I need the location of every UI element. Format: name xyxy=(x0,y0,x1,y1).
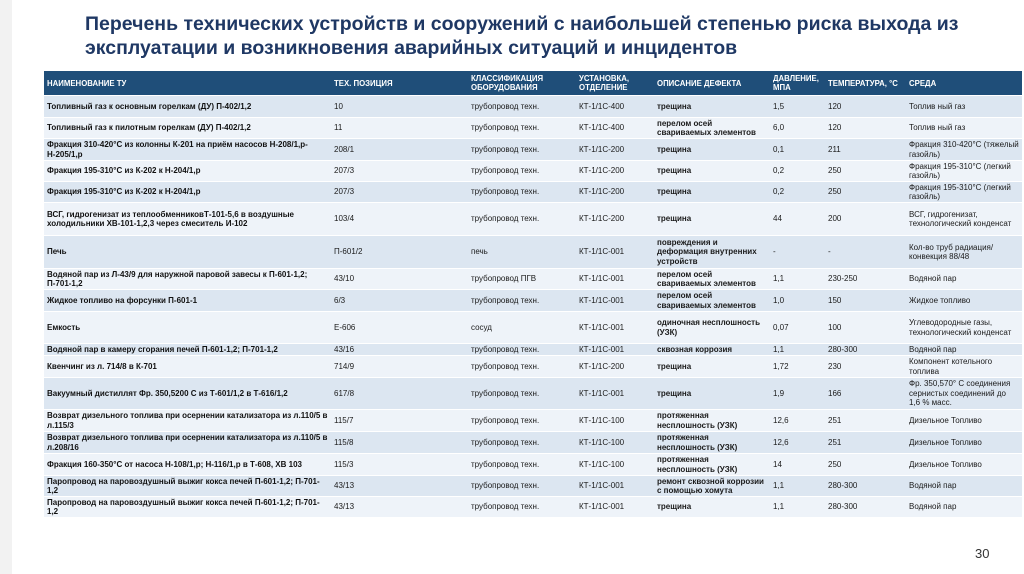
cell-name: Паропровод на паровоздушный выжиг кокса печей П-601-1,2; П-701-1,2 xyxy=(44,476,331,497)
table-row xyxy=(44,432,1022,454)
header-defect: ОПИСАНИЕ ДЕФЕКТА xyxy=(654,71,770,96)
cell-temperature: 230-250 xyxy=(825,269,906,290)
cell-name: Фракция 160-350°С от насоса Н-108/1,р; Н-116/1,р в Т-608, ХВ 103 xyxy=(44,454,331,476)
table-row xyxy=(44,182,1022,203)
cell-unit: КТ-1/1С-400 xyxy=(576,96,654,118)
cell-name: Емкость xyxy=(44,312,331,344)
cell-defect: протяженная несплошность (УЗК) xyxy=(654,454,770,476)
cell-name: Фракция 310-420°С из колонны К-201 на приём насосов Н-208/1,р-Н-205/1,р xyxy=(44,139,331,161)
cell-unit: КТ-1/1С-001 xyxy=(576,497,654,518)
cell-pressure: 1,0 xyxy=(770,290,825,312)
cell-pressure: 6,0 xyxy=(770,118,825,139)
cell-pressure: 1,1 xyxy=(770,344,825,356)
cell-medium: Углеводородные газы, технологический конденсат xyxy=(906,312,1022,344)
cell-temperature: 100 xyxy=(825,312,906,344)
cell-medium: Водяной пар xyxy=(906,497,1022,518)
cell-pressure: 0,07 xyxy=(770,312,825,344)
cell-name: Фракция 195-310°С из К-202 к Н-204/1,р xyxy=(44,182,331,203)
cell-position: 115/8 xyxy=(331,432,468,454)
cell-temperature: - xyxy=(825,236,906,269)
cell-pressure: 1,72 xyxy=(770,356,825,378)
cell-temperature: 211 xyxy=(825,139,906,161)
cell-temperature: 120 xyxy=(825,118,906,139)
cell-classification: трубопровод техн. xyxy=(468,118,576,139)
table-row xyxy=(44,476,1022,497)
cell-pressure: 1,5 xyxy=(770,96,825,118)
cell-classification: трубопровод техн. xyxy=(468,182,576,203)
cell-unit: КТ-1/1С-001 xyxy=(576,344,654,356)
cell-position: 6/3 xyxy=(331,290,468,312)
cell-defect: трещина xyxy=(654,182,770,203)
cell-position: 115/3 xyxy=(331,454,468,476)
cell-unit: КТ-1/1С-001 xyxy=(576,236,654,269)
cell-pressure: 1,1 xyxy=(770,497,825,518)
cell-unit: КТ-1/1С-100 xyxy=(576,454,654,476)
cell-defect: перелом осей свариваемых элементов xyxy=(654,290,770,312)
cell-unit: КТ-1/1С-001 xyxy=(576,312,654,344)
cell-classification: трубопровод техн. xyxy=(468,476,576,497)
cell-medium: Фракция 195-310°С (легкий газойль) xyxy=(906,161,1022,182)
cell-classification: трубопровод техн. xyxy=(468,356,576,378)
cell-temperature: 200 xyxy=(825,203,906,236)
cell-position: 207/3 xyxy=(331,182,468,203)
cell-name: Печь xyxy=(44,236,331,269)
cell-unit: КТ-1/1С-100 xyxy=(576,410,654,432)
cell-medium: Топлив ный газ xyxy=(906,96,1022,118)
cell-position: 43/13 xyxy=(331,476,468,497)
cell-medium: Фракция 195-310°С (легкий газойль) xyxy=(906,182,1022,203)
cell-unit: КТ-1/1С-200 xyxy=(576,161,654,182)
cell-name: Жидкое топливо на форсунки П-601-1 xyxy=(44,290,331,312)
cell-defect: перелом осей свариваемых элементов xyxy=(654,118,770,139)
cell-name: Квенчинг из л. 714/8 в К-701 xyxy=(44,356,331,378)
cell-defect: сквозная коррозия xyxy=(654,344,770,356)
header-classification: КЛАССИФИКАЦИЯ ОБОРУДОВАНИЯ xyxy=(468,71,576,96)
cell-unit: КТ-1/1С-400 xyxy=(576,118,654,139)
cell-name: Паропровод на паровоздушный выжиг кокса печей П-601-1,2; П-701-1,2 xyxy=(44,497,331,518)
table-row xyxy=(44,290,1022,312)
cell-temperature: 251 xyxy=(825,432,906,454)
table-row xyxy=(44,118,1022,139)
cell-temperature: 150 xyxy=(825,290,906,312)
table-body xyxy=(44,96,1022,518)
table-row xyxy=(44,344,1022,356)
table-row xyxy=(44,410,1022,432)
cell-position: П-601/2 xyxy=(331,236,468,269)
equipment-table xyxy=(44,71,1022,518)
cell-name: Топливный газ к основным горелкам (ДУ) П-402/1,2 xyxy=(44,96,331,118)
slide-title: Перечень технических устройств и сооружений с наибольшей степенью риска выхода из эксплуатации и возникновения аварийных ситуаций и инцидентов xyxy=(85,13,959,59)
cell-classification: трубопровод техн. xyxy=(468,139,576,161)
cell-position: Е-606 xyxy=(331,312,468,344)
cell-medium: Компонент котельного топлива xyxy=(906,356,1022,378)
cell-pressure: 0,1 xyxy=(770,139,825,161)
cell-unit: КТ-1/1С-001 xyxy=(576,269,654,290)
table-row xyxy=(44,312,1022,344)
table-row xyxy=(44,236,1022,269)
cell-classification: трубопровод техн. xyxy=(468,290,576,312)
table-row xyxy=(44,161,1022,182)
table-row xyxy=(44,378,1022,410)
cell-medium: Дизельное Топливо xyxy=(906,410,1022,432)
cell-defect: трещина xyxy=(654,497,770,518)
cell-classification: трубопровод техн. xyxy=(468,378,576,410)
cell-unit: КТ-1/1С-001 xyxy=(576,476,654,497)
cell-position: 43/16 xyxy=(331,344,468,356)
cell-defect: одиночная несплошность (УЗК) xyxy=(654,312,770,344)
cell-temperature: 280-300 xyxy=(825,344,906,356)
cell-position: 714/9 xyxy=(331,356,468,378)
cell-position: 43/13 xyxy=(331,497,468,518)
cell-medium: Дизельное Топливо xyxy=(906,454,1022,476)
header-pressure: ДАВЛЕНИЕ, МПА xyxy=(770,71,825,96)
cell-temperature: 250 xyxy=(825,182,906,203)
cell-name: Возврат дизельного топлива при осернении катализатора из л.110/5 в л.115/3 xyxy=(44,410,331,432)
cell-temperature: 250 xyxy=(825,161,906,182)
cell-defect: ремонт сквозной коррозии с помощью хомута xyxy=(654,476,770,497)
cell-temperature: 120 xyxy=(825,96,906,118)
cell-position: 11 xyxy=(331,118,468,139)
cell-pressure: 0,2 xyxy=(770,161,825,182)
header-position: ТЕХ. ПОЗИЦИЯ xyxy=(331,71,468,96)
cell-medium: Фр. 350,570° С соединения сернистых соединений до 1,6 % масс. xyxy=(906,378,1022,410)
cell-defect: трещина xyxy=(654,378,770,410)
cell-classification: трубопровод техн. xyxy=(468,497,576,518)
cell-unit: КТ-1/1С-001 xyxy=(576,290,654,312)
cell-medium: ВСГ, гидрогенизат, технологический конденсат xyxy=(906,203,1022,236)
cell-position: 103/4 xyxy=(331,203,468,236)
cell-temperature: 280-300 xyxy=(825,476,906,497)
cell-position: 208/1 xyxy=(331,139,468,161)
cell-defect: протяженная несплошность (УЗК) xyxy=(654,432,770,454)
cell-classification: печь xyxy=(468,236,576,269)
cell-defect: протяженная несплошность (УЗК) xyxy=(654,410,770,432)
cell-medium: Водяной пар xyxy=(906,269,1022,290)
table-header-row xyxy=(44,71,1022,96)
cell-pressure: 12,6 xyxy=(770,432,825,454)
cell-classification: трубопровод техн. xyxy=(468,203,576,236)
cell-defect: трещина xyxy=(654,356,770,378)
page-number: 30 xyxy=(975,546,990,561)
header-temperature: ТЕМПЕРАТУРА, °С xyxy=(825,71,906,96)
table-row xyxy=(44,139,1022,161)
table-row xyxy=(44,96,1022,118)
cell-name: Водяной пар в камеру сгорания печей П-601-1,2; П-701-1,2 xyxy=(44,344,331,356)
cell-temperature: 230 xyxy=(825,356,906,378)
cell-defect: трещина xyxy=(654,139,770,161)
cell-classification: сосуд xyxy=(468,312,576,344)
cell-classification: трубопровод техн. xyxy=(468,344,576,356)
cell-defect: перелом осей свариваемых элементов xyxy=(654,269,770,290)
cell-temperature: 166 xyxy=(825,378,906,410)
cell-medium: Кол-во труб радиация/конвекция 88/48 xyxy=(906,236,1022,269)
header-unit: УСТАНОВКА, ОТДЕЛЕНИЕ xyxy=(576,71,654,96)
cell-medium: Жидкое топливо xyxy=(906,290,1022,312)
cell-unit: КТ-1/1С-001 xyxy=(576,378,654,410)
table-row xyxy=(44,454,1022,476)
cell-name: Возврат дизельного топлива при осернении катализатора из л.110/5 в л.208/16 xyxy=(44,432,331,454)
cell-temperature: 251 xyxy=(825,410,906,432)
cell-name: Водяной пар из Л-43/9 для наружной паровой завесы к П-601-1,2; П-701-1,2 xyxy=(44,269,331,290)
cell-pressure: 1,1 xyxy=(770,476,825,497)
cell-defect: трещина xyxy=(654,161,770,182)
cell-pressure: - xyxy=(770,236,825,269)
cell-unit: КТ-1/1С-100 xyxy=(576,432,654,454)
cell-defect: трещина xyxy=(654,203,770,236)
cell-pressure: 1,9 xyxy=(770,378,825,410)
cell-medium: Дизельное Топливо xyxy=(906,432,1022,454)
cell-temperature: 280-300 xyxy=(825,497,906,518)
cell-medium: Топлив ный газ xyxy=(906,118,1022,139)
cell-position: 617/8 xyxy=(331,378,468,410)
cell-classification: трубопровод техн. xyxy=(468,410,576,432)
cell-position: 207/3 xyxy=(331,161,468,182)
cell-pressure: 12,6 xyxy=(770,410,825,432)
cell-name: ВСГ, гидрогенизат из теплообменниковТ-101-5,6 в воздушные холодильники ХВ-101-1,2,3 через смеситель И-102 xyxy=(44,203,331,236)
cell-name: Топливный газ к пилотным горелкам (ДУ) П-402/1,2 xyxy=(44,118,331,139)
cell-classification: трубопровод техн. xyxy=(468,161,576,182)
left-accent-bar xyxy=(0,0,12,574)
header-name: НАИМЕНОВАНИЕ ТУ xyxy=(44,71,331,96)
cell-pressure: 14 xyxy=(770,454,825,476)
table-row xyxy=(44,497,1022,518)
cell-unit: КТ-1/1С-200 xyxy=(576,356,654,378)
cell-medium: Фракция 310-420°С (тяжелый газойль) xyxy=(906,139,1022,161)
table-row xyxy=(44,356,1022,378)
cell-pressure: 1,1 xyxy=(770,269,825,290)
cell-unit: КТ-1/1С-200 xyxy=(576,182,654,203)
table-row xyxy=(44,269,1022,290)
cell-classification: трубопровод техн. xyxy=(468,454,576,476)
table-row xyxy=(44,203,1022,236)
cell-pressure: 44 xyxy=(770,203,825,236)
cell-unit: КТ-1/1С-200 xyxy=(576,139,654,161)
cell-pressure: 0,2 xyxy=(770,182,825,203)
cell-medium: Водяной пар xyxy=(906,476,1022,497)
header-medium: СРЕДА xyxy=(906,71,1022,96)
cell-classification: трубопровод ПГВ xyxy=(468,269,576,290)
cell-temperature: 250 xyxy=(825,454,906,476)
cell-name: Фракция 195-310°С из К-202 к Н-204/1,р xyxy=(44,161,331,182)
cell-position: 115/7 xyxy=(331,410,468,432)
cell-classification: трубопровод техн. xyxy=(468,96,576,118)
cell-unit: КТ-1/1С-200 xyxy=(576,203,654,236)
cell-defect: трещина xyxy=(654,96,770,118)
cell-name: Вакуумный дистиллят Фр. 350,5200 С из Т-601/1,2 в Т-616/1,2 xyxy=(44,378,331,410)
cell-classification: трубопровод техн. xyxy=(468,432,576,454)
cell-position: 43/10 xyxy=(331,269,468,290)
cell-defect: повреждения и деформация внутренних устройств xyxy=(654,236,770,269)
cell-position: 10 xyxy=(331,96,468,118)
cell-medium: Водяной пар xyxy=(906,344,1022,356)
